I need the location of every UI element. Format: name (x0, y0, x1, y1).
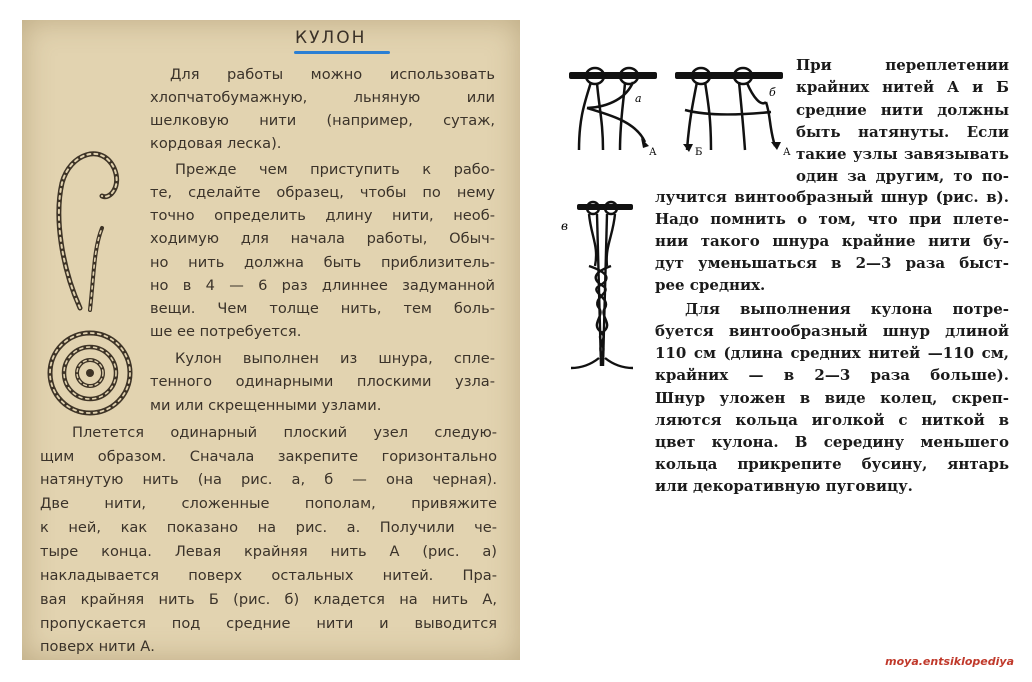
text-line: быть натянуты. Если (796, 123, 1009, 141)
fig-label: б (769, 86, 776, 99)
knot-figure-v (559, 196, 649, 376)
text-line: к ней, как показано на рис. а. Получили че- (40, 519, 497, 536)
text-line: хлопчатобумажную, льняную или (150, 89, 495, 106)
text-line: Надо помнить о том, что при плете- (655, 210, 1009, 228)
fig-label: А (783, 147, 791, 157)
knot-figure-b (671, 62, 796, 157)
fig-label: в (561, 219, 568, 233)
text-line: поверх нити А. (40, 638, 155, 655)
text-line: натянутую нить (на рис. а, б — она черная). (40, 471, 497, 488)
text-line: крайних — в 2—3 раза больше). (655, 366, 1009, 384)
text-line: Шнур уложен в виде колец, скреп- (655, 389, 1009, 407)
text-line: лучится винтообразный шнур (рис. в). (655, 188, 1009, 206)
text-line: вая крайняя нить Б (рис. б) кладется на нить А, (40, 591, 497, 608)
text-line: Для работы можно использовать (170, 66, 495, 83)
text-line: При переплетении (796, 56, 1009, 74)
text-line: средние нити должны (796, 101, 1009, 119)
text-line: цвет кулона. В середину меньшего (655, 433, 1009, 451)
text-line: крайних нитей А и Б (796, 78, 1009, 96)
knot-figure-a (565, 62, 665, 157)
text-line: Для выполнения кулона потре- (685, 300, 1009, 318)
text-line: ми или скрещенными узлами. (150, 397, 382, 414)
text-line: шелковую нити (например, сутаж, (150, 112, 495, 129)
pendant-illustration (32, 138, 142, 438)
text-line: пропускается под средние нити и выводится (40, 615, 497, 632)
text-line: один за другим, то по- (796, 167, 1009, 185)
text-line: ше ее потребуется. (150, 323, 302, 340)
text-line: ляются кольца иголкой с ниткой в (655, 411, 1009, 429)
text-line: точно определить длину нити, необ- (150, 207, 495, 224)
text-line: ходимую для начала работы, Обыч- (150, 230, 495, 247)
text-line: тенного одинарными плоскими узла- (150, 373, 495, 390)
text-line: Прежде чем приступить к рабо- (175, 161, 495, 178)
text-line: такие узлы завязывать (796, 145, 1009, 163)
text-line: кольца прикрепите бусину, янтарь (655, 455, 1009, 473)
watermark: moya.entsiklopediya (885, 655, 1014, 668)
fig-label: а (635, 92, 642, 105)
text-line: накладывается поверх остальных нитей. Пра- (40, 567, 497, 584)
text-line: Плетется одинарный плоский узел следую- (72, 424, 497, 441)
article-title: КУЛОН (295, 28, 367, 48)
text-line: щим образом. Сначала закрепите горизонтально (40, 448, 497, 465)
text-line: или декоративную пуговицу. (655, 477, 913, 495)
fig-label: А (649, 147, 657, 157)
text-line: но нить должна быть приблизитель- (150, 254, 495, 271)
title-underline (294, 51, 390, 54)
text-line: вещи. Чем толще нить, тем боль- (150, 300, 495, 317)
text-line: тыре конца. Левая крайняя нить А (рис. а) (40, 543, 497, 560)
text-line: буется винтообразный шнур длиной (655, 322, 1009, 340)
text-line: кордовая леска). (150, 135, 282, 152)
text-line: Кулон выполнен из шнура, спле- (175, 350, 495, 367)
newspaper-clipping-right (553, 50, 1017, 495)
text-line: 110 см (длина средних нитей —110 см, (655, 344, 1009, 362)
text-line: дут уменьшаться в 2—3 раза быст- (655, 254, 1009, 272)
newspaper-clipping-left (22, 20, 520, 660)
text-line: нии такого шнура крайние нити бу- (655, 232, 1009, 250)
text-line: но в 4 — 6 раз длиннее задуманной (150, 277, 495, 294)
text-line: рее средних. (655, 276, 766, 294)
fig-label: Б (695, 147, 703, 157)
text-line: те, сделайте образец, чтобы по нему (150, 184, 495, 201)
text-line: Две нити, сложенные пополам, привяжите (40, 495, 497, 512)
